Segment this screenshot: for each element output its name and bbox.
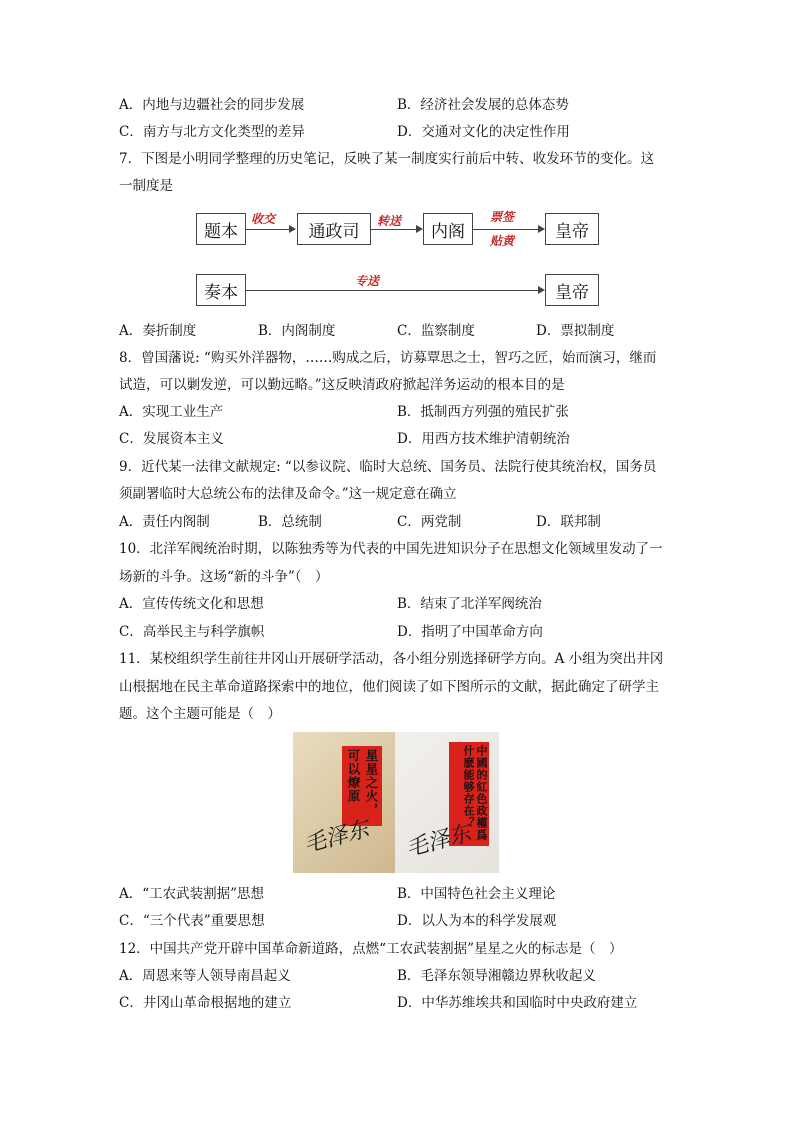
diagram-box-huangdi-1: 皇帝 <box>545 213 599 245</box>
q10-option-c: C．高举民主与科学旗帜 <box>119 624 265 640</box>
diagram-box-huangdi-2: 皇帝 <box>545 274 599 306</box>
q9-option-a: A．责任内阁制 <box>119 514 210 530</box>
diagram-box-tiben: 题本 <box>196 213 246 245</box>
q7-option-a: A．奏折制度 <box>119 323 197 339</box>
q8-option-b: B．抵制西方列强的殖民扩张 <box>397 404 569 420</box>
q11-stem-line2: 山根据地在民主革命道路探索中的地位，他们阅读了如下图所示的文献，据此确定了研学主 <box>119 679 659 695</box>
q6-option-d: D．交通对文化的决定性作用 <box>397 124 570 140</box>
q9-stem-line1: 9．近代某一法律文献规定: “以参议院、临时大总统、国务员、法院行使其统治权，国务员 <box>119 459 657 475</box>
q6-option-b: B．经济社会发展的总体态势 <box>397 97 569 113</box>
q11-stem-line3: 题。这个主题可能是（ ） <box>119 706 281 722</box>
diagram-box-tongzhengsi: 通政司 <box>297 213 371 245</box>
diagram-label-zhuansong-direct: 专送 <box>355 274 380 288</box>
diagram-box-neige: 内阁 <box>423 213 473 245</box>
q10-option-a: A．宣传传统文化和思想 <box>119 596 264 612</box>
arrow-head-icon <box>538 225 545 233</box>
arrow-head-icon <box>289 225 296 233</box>
q9-option-d: D．联邦制 <box>536 514 601 530</box>
q10-stem-line1: 10．北洋军阀统治时期，以陈独秀等为代表的中国先进知识分子在思想文化领域里发动了一 <box>119 541 663 557</box>
q11-option-c: C．“三个代表”重要思想 <box>119 913 265 929</box>
q7-stem-line2: 一制度是 <box>119 178 173 194</box>
q9-option-c: C．两党制 <box>397 514 462 530</box>
book-cover-right <box>395 732 499 873</box>
q12-stem-line1: 12．中国共产党开辟中国革命新道路，点燃“工农武装割据”星星之火的标志是（ ） <box>119 941 623 957</box>
q11-option-b: B．中国特色社会主义理论 <box>397 886 556 902</box>
diagram-arrow-3 <box>473 229 539 230</box>
q12-option-c: C．井冈山革命根据地的建立 <box>119 995 292 1011</box>
diagram-box-zouben: 奏本 <box>196 274 246 306</box>
diagram-label-tiehuang: 贴黄 <box>490 234 515 248</box>
q10-stem-line2: 场新的斗争。这场“新的斗争”（ ） <box>119 569 329 585</box>
q8-option-a: A．实现工业生产 <box>119 404 224 420</box>
q10-option-b: B．结束了北洋军阀统治 <box>397 596 542 612</box>
q11-option-d: D．以人为本的科学发展观 <box>397 913 557 929</box>
q10-option-d: D．指明了中国革命方向 <box>397 624 543 640</box>
q12-option-d: D．中华苏维埃共和国临时中央政府建立 <box>397 995 638 1011</box>
q7-stem-line1: 7．下图是小明同学整理的历史笔记，反映了某一制度实行前后中转、收发环节的变化。这 <box>119 151 655 167</box>
signature-right-icon: 毛泽东 <box>403 820 474 863</box>
q6-option-a: A．内地与边疆社会的同步发展 <box>119 97 305 113</box>
arrow-head-icon <box>538 286 545 294</box>
diagram-arrow-2 <box>371 229 417 230</box>
diagram-arrow-4 <box>246 290 538 291</box>
q9-option-b: B．总统制 <box>258 514 322 530</box>
q7-option-b: B．内阁制度 <box>258 323 336 339</box>
book-cover-left <box>293 732 395 873</box>
q9-stem-line2: 须副署临时大总统公布的法律及命令。”这一规定意在确立 <box>119 486 457 502</box>
q8-stem-line2: 试造，可以剿发逆，可以勤远略。”这反映清政府掀起洋务运动的根本目的是 <box>119 377 565 393</box>
diagram-label-shoujiao: 收交 <box>251 212 276 226</box>
signature-left-icon: 毛泽东 <box>301 816 372 859</box>
diagram-label-piaoqian: 票签 <box>490 210 515 224</box>
book-title-left: 星星之火，可以燎原 <box>342 746 382 826</box>
q6-option-c: C．南方与北方文化类型的差异 <box>119 124 305 140</box>
q8-stem-line1: 8．曾国藩说: “购买外洋器物，……购成之后，访募覃思之士，智巧之匠，始而演习，继而 <box>119 350 657 366</box>
q8-option-c: C．发展资本主义 <box>119 431 224 447</box>
q8-option-d: D．用西方技术维护清朝统治 <box>397 431 570 447</box>
q7-option-c: C．监察制度 <box>397 323 475 339</box>
diagram-label-zhuansong: 转送 <box>377 214 402 228</box>
q12-option-a: A．周恩来等人领导南昌起义 <box>119 968 291 984</box>
diagram-arrow-1 <box>246 229 290 230</box>
q11-stem-line1: 11．某校组织学生前往井冈山开展研学活动，各小组分别选择研学方向。A 小组为突出井冈 <box>119 651 664 667</box>
q12-option-b: B．毛泽东领导湘赣边界秋收起义 <box>397 968 596 984</box>
q7-option-d: D．票拟制度 <box>536 323 615 339</box>
book-title-right: 中國的紅色政權爲什麽能够存在？ <box>449 742 489 846</box>
q11-book-cover-photo <box>293 732 499 873</box>
q11-option-a: A．“工农武装割据”思想 <box>119 886 265 902</box>
arrow-head-icon <box>416 225 423 233</box>
